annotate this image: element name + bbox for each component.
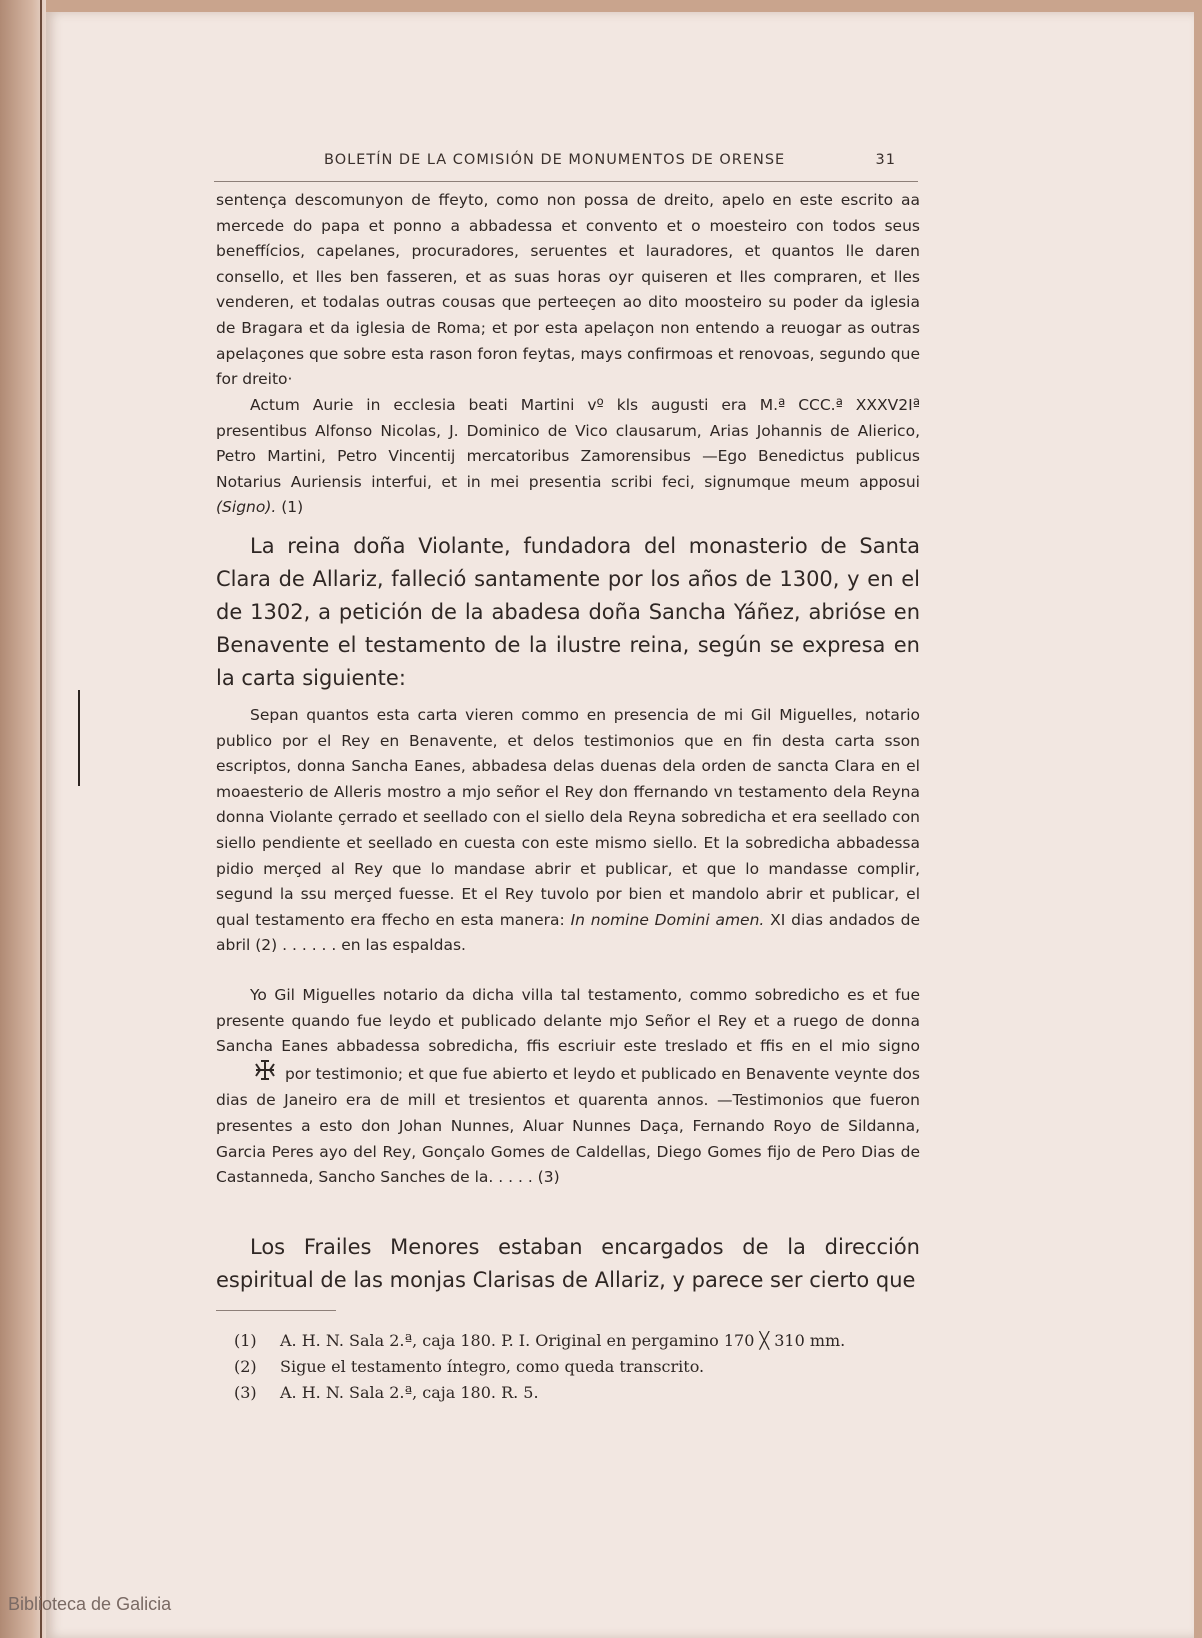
paragraph-text: Yo Gil Miguelles notario da dicha villa tal testamento, commo sobredicho es et fue presente quando fue leydo et publicado delante mjo Señor el Rey et a ruego de donna Sancha Eanes abbadessa sobredicha, ffis escriuir este treslado et ffis en el mio signo (216, 986, 920, 1056)
header-rule (214, 181, 918, 182)
italic-text: (Signo). (216, 498, 277, 517)
text-block-3 (216, 530, 920, 695)
text-block-6 (216, 1231, 920, 1297)
binding-line (40, 0, 42, 1638)
paragraph: Los Frailes Menores estaban encargados de la dirección espiritual de las monjas Clarisas de Allariz, y parece ser cierto que (216, 1235, 920, 1292)
paragraph-text: Sepan quantos esta carta vieren commo en presencia de mi Gil Miguelles, notario publico por el Rey en Benavente, et delos testimonios que en fin desta carta sson escriptos, donna Sancha Eanes, abbadesa delas duenas dela orden de sancta Clara en el moaesterio de Alleris mostro a mjo señor el Rey don ffernando vn testamento dela Reyna donna Violante çerrado et seellado con el siello dela Reyna sobredicha et era seellado con siello pendiente et seellado en cuesta con este mismo siello. Et la sobredicha abbadessa pidio merçed al Rey que lo mandase abrir et publicar, et que lo mandasse complir, segund la ssu merçed fuesse. Et el Rey tuvolo por bien et mandolo abrir et publicar, el qual testamento era ffecho en esta manera: (216, 706, 920, 929)
paragraph (216, 703, 920, 959)
paragraph: La reina doña Violante, fundadora del monasterio de Santa Clara de Allariz, falleció santamente por los años de 1300, y en el de 1302, a petición de la abadesa doña Sancha Yáñez, abrióse en Benavente el testamento de la ilustre reina, según se expresa en la carta siguiente: (216, 534, 920, 690)
page-number: 31 (875, 152, 896, 168)
paragraph-text: XI dias andados de abril (2) . . . . . . en las espaldas. (216, 910, 920, 955)
footnote-text: Sigue el testamento íntegro, como queda transcrito. (280, 1357, 705, 1376)
text-block-5 (216, 983, 920, 1191)
cross-signum-icon (220, 1060, 276, 1089)
library-watermark: Biblioteca de Galicia (8, 1594, 172, 1614)
paragraph (216, 393, 920, 521)
footnotes (234, 1328, 924, 1406)
note-ref: (1) (276, 498, 304, 517)
running-header (214, 152, 918, 176)
footnote-mark: (2) (234, 1357, 257, 1376)
journal-title: BOLETÍN DE LA COMISIÓN DE MONUMENTOS DE ORENSE (324, 152, 786, 168)
italic-text: In nomine Domini amen. (570, 910, 765, 929)
paragraph (216, 983, 920, 1191)
paragraph-text: Actum Aurie in ecclesia beati Martini vº kls augusti era M.ª CCC.ª XXXV2Iª presentibus Alfonso Nicolas, J. Dominico de Vico clausarum, Arias Johannis de Alierico, Petro Martini, Petro Vincentij mercatoribus Zamorensibus —Ego Benedictus publicus Notarius Auriensis interfui, et in mei presentia scribi feci, signumque meum apposui (216, 396, 920, 491)
footnote-text: A. H. N. Sala 2.ª, caja 180. R. 5. (280, 1383, 539, 1402)
paragraph: sentença descomunyon de ffeyto, como non possa de dreito, apelo en este escrito aa mercede do papa et ponno a abbadessa et convento et o moesteiro con todos seus beneffícios, capelanes, procuradores, seruentes et lauradores, et quantos lle daren consello, et lles ben fasseren, et as suas horas oyr quiseren et lles compraren, et lles venderen, et todalas outras cousas que perteeçen ao dito moosteiro su poder da iglesia de Bragara et da iglesia de Roma; et por esta apelaçon non entendo a reuogar as outras apelaçones que sobre esta rason foron feytas, mays confirmoas et renovoas, segundo que for dreito· (216, 191, 920, 389)
footnote-mark: (1) (234, 1331, 257, 1350)
footnote-mark: (3) (234, 1383, 257, 1402)
text-block-2 (216, 393, 920, 521)
footnote-text: A. H. N. Sala 2.ª, caja 180. P. I. Original en pergamino 170 ╳ 310 mm. (280, 1331, 846, 1350)
margin-mark (78, 690, 80, 786)
footnote-rule (216, 1310, 336, 1311)
footnote (234, 1380, 924, 1406)
footnote (234, 1328, 924, 1354)
text-block-1 (216, 188, 920, 393)
text-block-4 (216, 703, 920, 959)
paragraph-text: por testimonio; et que fue abierto et leydo et publicado en Benavente veynte dos dias de Janeiro era de mill et tresientos et quarenta annos. —Testimonios que fueron presentes a esto don Johan Nunnes, Aluar Nunnes Daça, Fernando Royo de Sildanna, Garcia Peres ayo del Rey, Gonçalo Gomes de Caldellas, Diego Gomes fijo de Pero Dias de Castanneda, Sancho Sanches de la. . . . . (3) (216, 1064, 920, 1187)
footnote (234, 1354, 924, 1380)
